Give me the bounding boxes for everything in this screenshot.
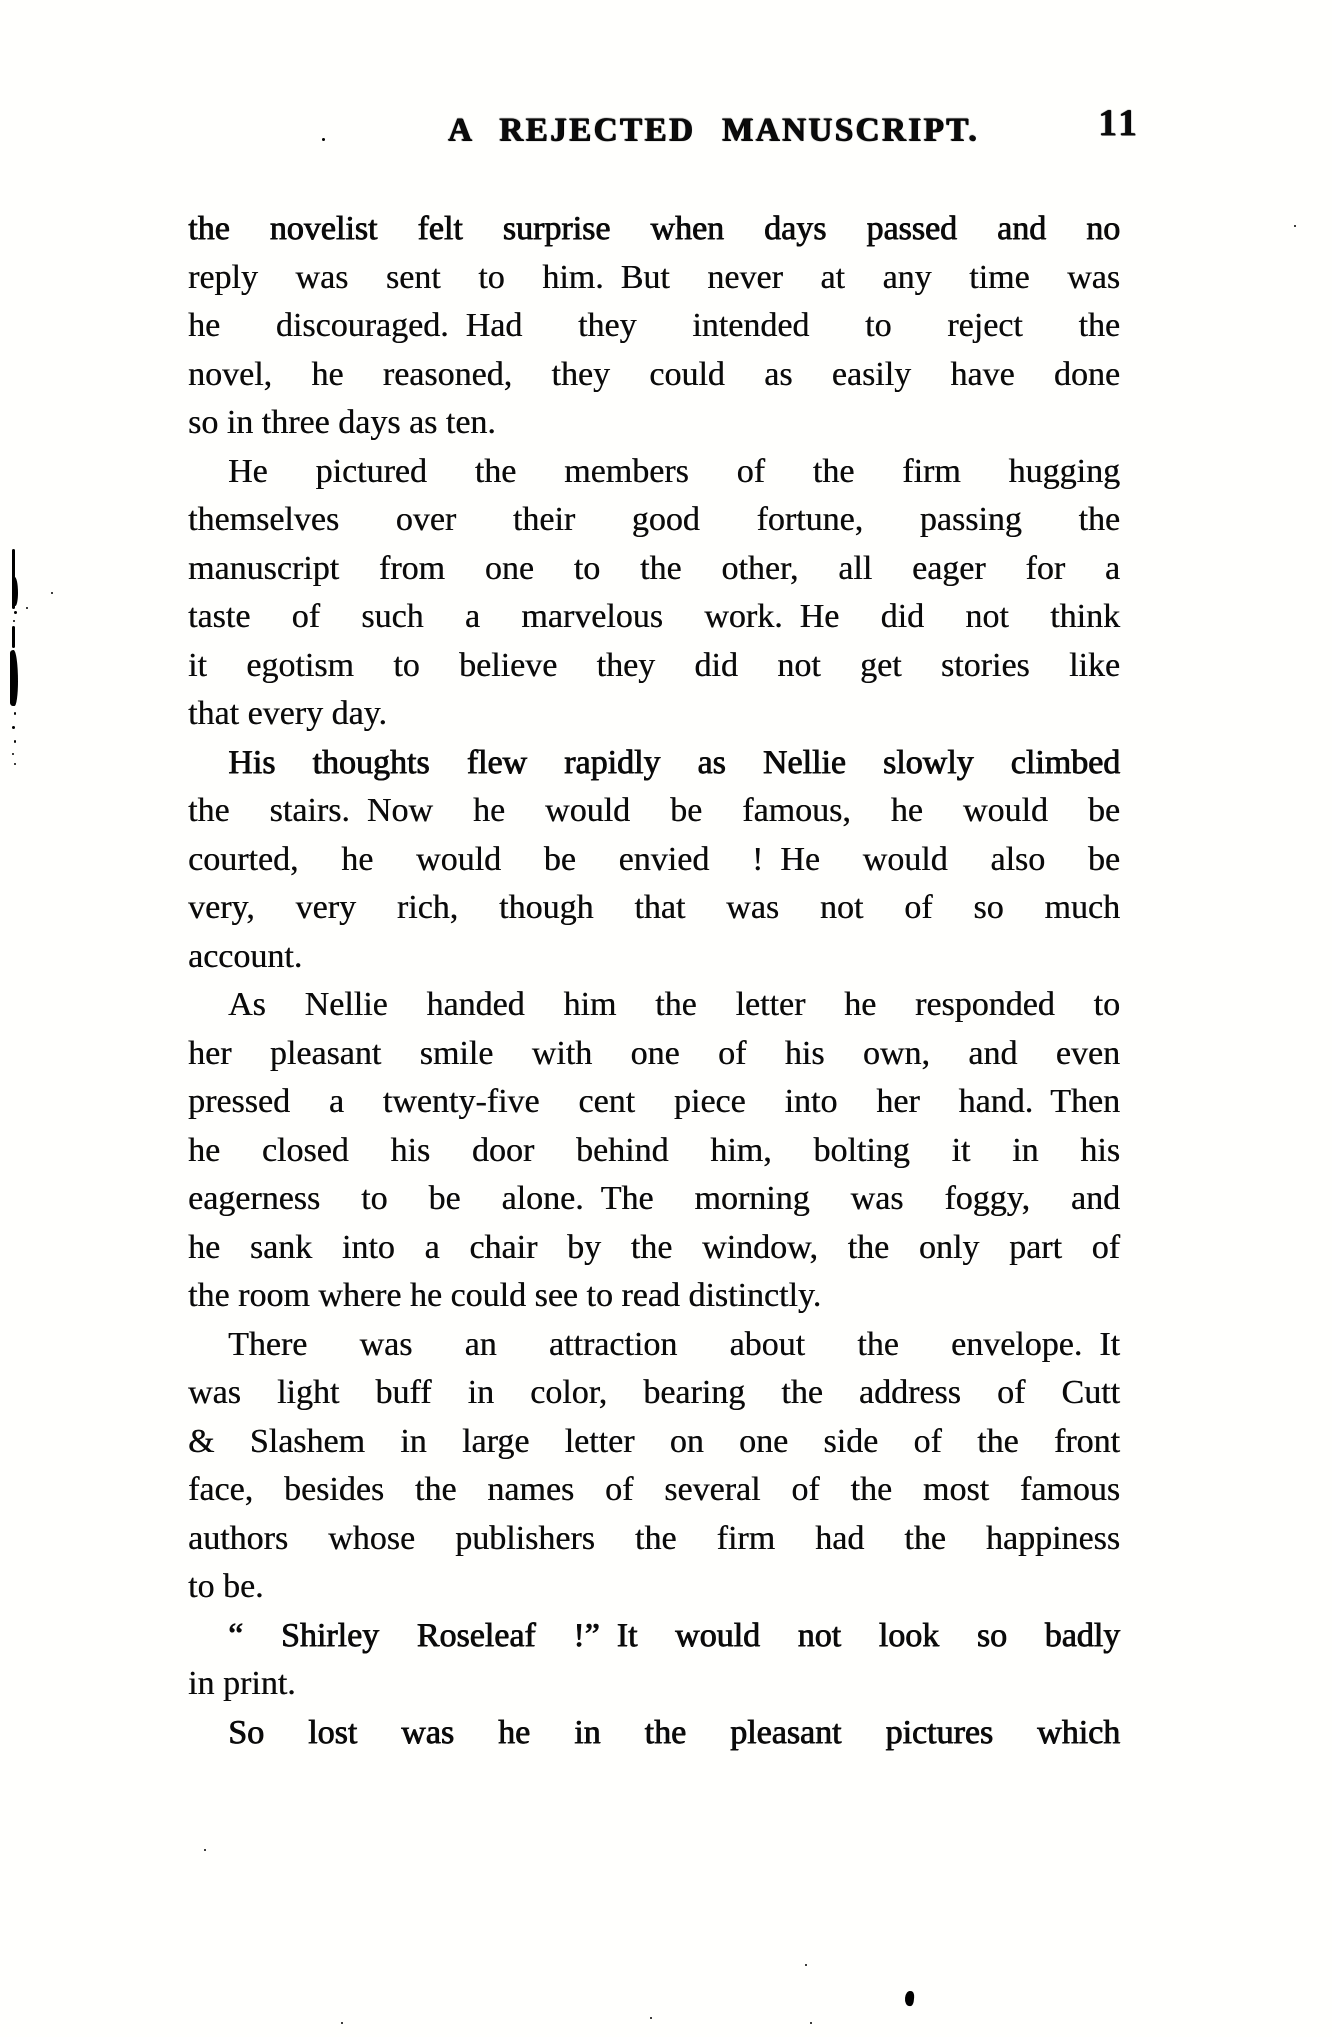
text-line: the novelist felt surprise when days passed and no	[188, 210, 1120, 247]
text-line: the stairs. Now he would be famous, he would be	[188, 792, 1120, 829]
text-line: he sank into a chair by the window, the only part of	[188, 1228, 1120, 1266]
ink-speck	[13, 620, 15, 622]
text-line: novel, he reasoned, they could as easily have done	[188, 355, 1120, 393]
text-line: was light buff in color, bearing the address of Cutt	[188, 1374, 1120, 1411]
text-line: So lost was he in the pleasant pictures which	[228, 1713, 1120, 1751]
text-line: His thoughts flew rapidly as Nellie slowly climbed	[228, 743, 1120, 781]
text-line: so in three days as ten.	[188, 404, 496, 441]
page-body	[188, 205, 1120, 1757]
text-line: “ Shirley Roseleaf !” It would not look so badly	[228, 1616, 1120, 1654]
text-line: pressed a twenty-five cent piece into her hand. Then	[188, 1083, 1120, 1120]
margin-ink-mark	[12, 577, 18, 606]
text-line: & Slashem in large letter on one side of the front	[188, 1422, 1120, 1460]
text-line: As Nellie handed him the letter he responded to	[228, 986, 1120, 1023]
text-line: that every day.	[188, 695, 387, 732]
ink-speck	[14, 740, 16, 743]
text-line: the room where he could see to read distinctly.	[188, 1277, 822, 1314]
ink-speck	[14, 611, 17, 614]
page-number: 11	[1098, 102, 1140, 144]
ink-speck	[14, 712, 16, 715]
text-line: very, very rich, though that was not of so much	[188, 889, 1120, 926]
ink-speck	[12, 753, 14, 755]
text-line: taste of such a marvelous work. He did not think	[188, 598, 1120, 635]
ink-speck	[204, 1849, 206, 1851]
ink-speck	[12, 726, 15, 729]
ink-speck	[51, 592, 53, 594]
ink-blot	[904, 1991, 915, 2007]
margin-ink-mark	[10, 650, 18, 706]
text-line: themselves over their good fortune, passing the	[188, 501, 1120, 538]
text-line: in print.	[188, 1665, 296, 1702]
ink-speck	[26, 607, 28, 609]
text-line: authors whose publishers the firm had the happiness	[188, 1519, 1120, 1557]
text-line: it egotism to believe they did not get stories like	[188, 646, 1120, 684]
ink-speck	[805, 1964, 807, 1966]
margin-ink-mark	[12, 626, 15, 648]
running-head-title: A REJECTED MANUSCRIPT.	[448, 111, 980, 149]
text-line: reply was sent to him. But never at any time was	[188, 258, 1120, 296]
ink-speck	[650, 2017, 652, 2019]
text-line: to be.	[188, 1568, 264, 1605]
ink-speck	[810, 2022, 812, 2024]
text-line: manuscript from one to the other, all eager for a	[188, 549, 1120, 587]
text-line: he discouraged. Had they intended to reject the	[188, 307, 1120, 344]
ink-speck	[1294, 225, 1296, 227]
text-line: courted, he would be envied ! He would also be	[188, 840, 1120, 878]
ink-speck	[14, 763, 16, 765]
text-line: He pictured the members of the firm hugging	[228, 452, 1120, 490]
ink-speck	[341, 2022, 343, 2024]
text-line: account.	[188, 937, 303, 975]
text-line: face, besides the names of several of the most famous	[188, 1471, 1120, 1508]
text-line: he closed his door behind him, bolting it in his	[188, 1131, 1120, 1169]
text-line: eagerness to be alone. The morning was foggy, and	[188, 1180, 1120, 1217]
text-line: her pleasant smile with one of his own, and even	[188, 1034, 1120, 1072]
ink-speck	[322, 138, 325, 141]
text-line: There was an attraction about the envelope. It	[228, 1325, 1120, 1363]
